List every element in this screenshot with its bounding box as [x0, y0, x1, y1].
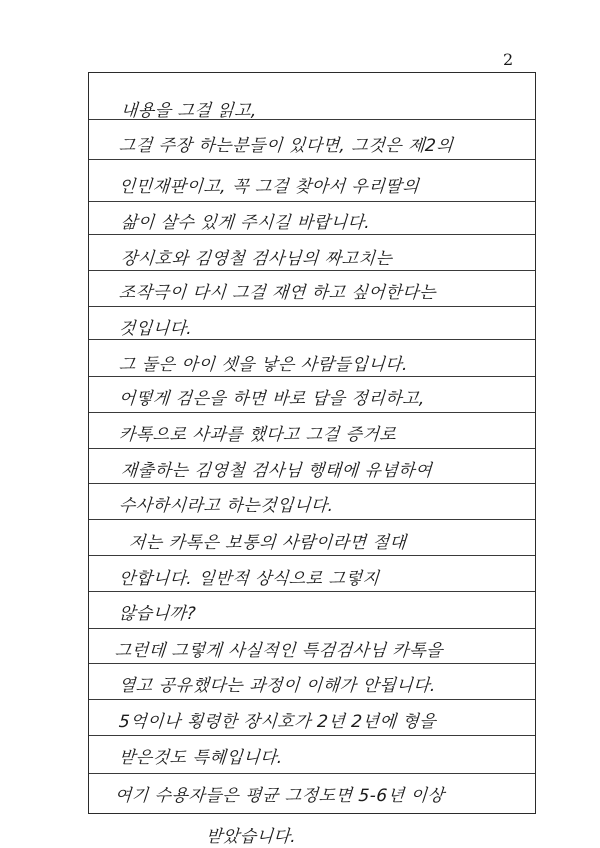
ruled-line — [89, 201, 535, 202]
ruled-line — [89, 519, 535, 520]
text-line-19: 받은것도 특혜입니다. — [118, 748, 284, 768]
ruled-line — [89, 339, 535, 340]
text-line-6: 조작극이 다시 그걸 재연 하고 싶어한다는 — [118, 283, 437, 303]
text-line-9: 어떻게 검은을 하면 바로 답을 정리하고, — [118, 389, 426, 409]
text-line-7: 것입니다. — [118, 319, 194, 339]
ruled-line — [89, 306, 535, 307]
ruled-line — [89, 483, 535, 484]
ruled-line — [89, 628, 535, 629]
text-line-1: 내용을 그걸 읽고, — [120, 101, 258, 121]
text-line-11: 재출하는 김영철 검사님 행태에 유념하여 — [120, 461, 433, 481]
text-line-13: 저는 카톡은 보통의 사람이라면 절대 — [128, 533, 407, 553]
ruled-line — [89, 448, 535, 449]
text-line-15: 않습니까? — [118, 604, 197, 624]
text-line-18: 5억이나 횡령한 장시호가 2년 2년에 형을 — [118, 712, 437, 732]
text-line-12: 수사하시라고 하는것입니다. — [118, 496, 335, 516]
ruled-line — [89, 773, 535, 774]
ruled-line — [89, 591, 535, 592]
ruled-line — [89, 735, 535, 736]
text-line-2: 그걸 주장 하는분들이 있다면, 그것은 제2의 — [118, 136, 454, 156]
text-line-20: 여기 수용자들은 평균 그정도면 5-6년 이상 — [114, 786, 446, 806]
ruled-line — [89, 663, 535, 664]
ruled-line — [89, 555, 535, 556]
ruled-line — [89, 376, 535, 377]
lined-paper — [88, 72, 536, 814]
ruled-line — [89, 699, 535, 700]
text-line-4: 삶이 살수 있게 주시길 바랍니다. — [120, 213, 372, 233]
text-line-17: 열고 공유했다는 과정이 이해가 안됩니다. — [118, 676, 437, 696]
text-line-14: 안합니다. 일반적 상식으로 그렇지 — [118, 569, 381, 589]
text-line-21: 받았습니다. — [205, 827, 298, 847]
ruled-line — [89, 234, 535, 235]
ruled-line — [89, 159, 535, 160]
page-number: 2 — [503, 50, 514, 69]
text-line-16: 그런데 그렇게 사실적인 특검검사님 카톡을 — [114, 641, 444, 661]
ruled-line — [89, 270, 535, 271]
text-line-8: 그 둘은 아이 셋을 낳은 사람들입니다. — [118, 355, 409, 375]
text-line-3: 인민재판이고, 꼭 그걸 찾아서 우리딸의 — [118, 177, 420, 197]
ruled-line — [89, 412, 535, 413]
text-line-10: 카톡으로 사과를 했다고 그걸 증거로 — [118, 425, 397, 445]
text-line-5: 장시호와 김영철 검사님의 짜고치는 — [120, 249, 394, 269]
